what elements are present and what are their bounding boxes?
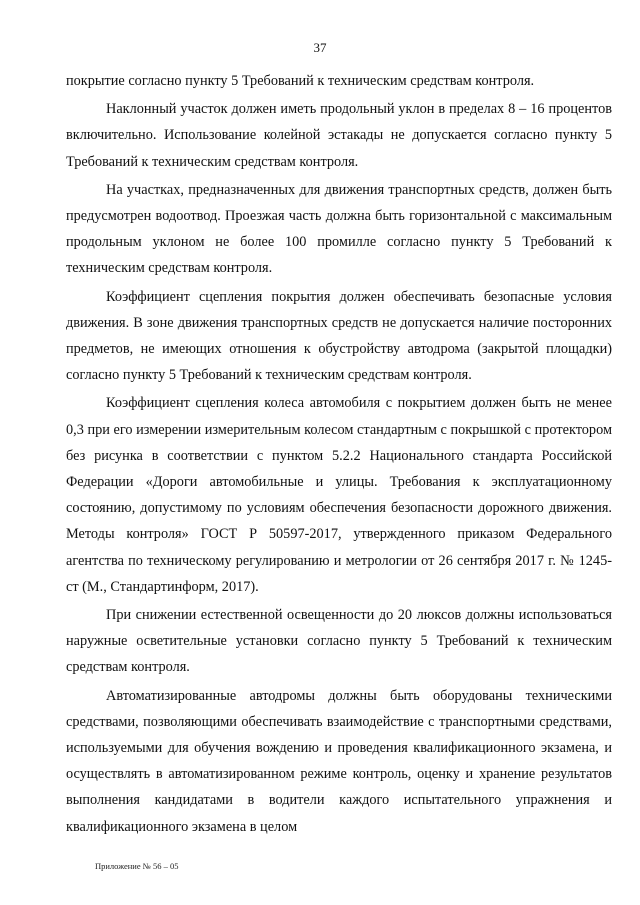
paragraph-adhesion-wheel: Коэффициент сцепления колеса автомобиля с покрытием должен быть не менее 0,3 при его измерении измерительным колесом стандартным с покрышкой с протектором без рисунка в соответствии с пунктом 5.2.2 Национального стандарта Российской Федерации «Дороги автомобильные и улицы. Требования к эксплуатационному состоянию, допустимому по условиям обеспечения безопасности дорожного движения. Методы контроля» ГОСТ Р 50597-2017, утвержденного приказом Федерального агентства по техническому регулированию и метрологии от 26 сентября 2017 г. № 1245-ст (М., Стандартинформ, 2017).: [66, 395, 612, 595]
paragraph-automated-autodrome: Автоматизированные автодромы должны быть оборудованы техническими средствами, позволяющими обеспечивать взаимодействие с транспортными средствами, используемыми для обучения вождению и проведения квалификационного экзамена, и осуществлять в автоматизированном режиме контроль, оценку и хранение результатов выполнения кандидатами в водители каждого испытательного упражнения и квалификационного экзамена в целом: [66, 687, 612, 835]
paragraph-lighting: При снижении естественной освещенности до 20 люксов должны использоваться наружные осветительные установки согласно пункту 5 Требований к техническим средствам контроля.: [66, 607, 612, 676]
paragraph-continuation: покрытие согласно пункту 5 Требований к техническим средствам контроля.: [66, 73, 535, 89]
page-number: 37: [313, 40, 327, 55]
body-text: [66, 68, 612, 842]
footer-note: Приложение № 56 – 05: [95, 861, 179, 871]
paragraph-slope: Наклонный участок должен иметь продольный уклон в пределах 8 – 16 процентов включительно. Использование колейной эстакады не допускается согласно пункту 5 Требований к техническим средствам контроля.: [66, 101, 612, 170]
paragraph-drainage: На участках, предназначенных для движения транспортных средств, должен быть предусмотрен водоотвод. Проезжая часть должна быть горизонтальной с максимальным продольным уклоном не более 100 промилле согласно пункту 5 Требований к техническим средствам контроля.: [66, 181, 612, 277]
paragraph-adhesion-coating: Коэффициент сцепления покрытия должен обеспечивать безопасные условия движения. В зоне движения транспортных средств не допускается наличие посторонних предметов, не имеющих отношения к обустройству автодрома (закрытой площадки) согласно пункту 5 Требований к техническим средствам контроля.: [66, 288, 612, 384]
